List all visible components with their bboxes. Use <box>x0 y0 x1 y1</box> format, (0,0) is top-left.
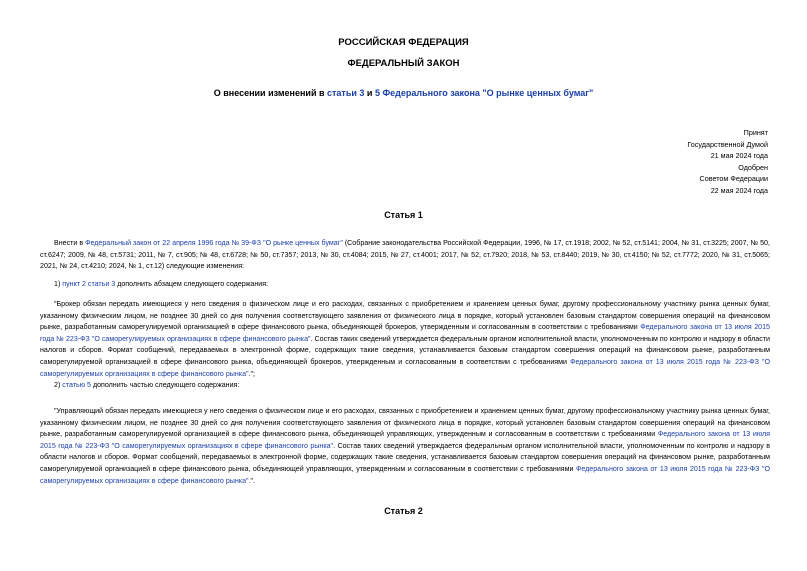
acceptance-date: 21 мая 2024 года <box>710 151 768 161</box>
quote-2 <box>40 406 770 487</box>
title-link-article-3[interactable]: статьи 3 <box>327 88 365 98</box>
article-2-heading: Статья 2 <box>384 506 423 516</box>
law-title <box>0 88 807 98</box>
acceptance-block <box>687 127 768 197</box>
approval-date: 22 мая 2024 года <box>710 185 768 195</box>
title-link-article-5[interactable]: 5 Федерального закона "О рынке ценных бумаг" <box>374 88 594 98</box>
item-2-number: 2) <box>54 381 63 389</box>
approval-line: Советом Федерации <box>699 174 768 184</box>
item-1-link[interactable]: пункт 2 статьи 3 <box>62 280 116 288</box>
quote-2-law-link-2[interactable]: Федерального закона от 13 июля 2015 года № 223-ФЗ "О саморегулируемых организациях в сфере финансового рынка" <box>40 464 770 485</box>
quote-1-text: "Брокер обязан передать имеющиеся у него сведения о физическом лице и его расходах, связанных с приобретением и хранением ценных бумаг, другому профессиональному участнику рынка ценных бумаг, указанному физическим лицом, не позднее 30 дней со дня получения соответствующего заявления от физического лица в порядке, который установлен базовым стандартом совершения операций на финансовом рынке, разработанным саморегулируемой организацией в сфере финансового рынка, объединяющей брокеров, утвержденным и согласованным в соответствии с требованиями <box>40 300 770 332</box>
quote-1-law-link-2[interactable]: Федерального закона от 13 июля 2015 года № 223-ФЗ "О саморегулируемых организациях в сфере финансового рынка" <box>40 357 770 378</box>
acceptance-line: Государственной Думой <box>687 139 768 149</box>
quote-2-mid: . Состав таких сведений утверждается федеральным органом исполнительной власти, уполномоченным по контролю и надзору в области налогов и сборов. Формат сообщений, передаваемых в электронной форме, содержащих такие сведения, устанавливается базовым стандартом совершения операций на финансовом рынке, разработанным саморегулируемой организацией в сфере финансового рынка, объединяющей управляющих, утвержденным и согласованным в соответствии с требованиями <box>40 441 771 473</box>
quote-2-text: "Управляющий обязан передать имеющиеся у него сведения о физическом лице и его расходах, связанных с приобретением и хранением ценных бумаг, другому профессиональному участнику рынка ценных бумаг, указанному физическим лицом, не позднее 30 дней со дня получения соответствующего заявления от физического лица в порядке, который установлен базовым стандартом совершения операций на финансовом рынке, разработанным саморегулируемой организацией в сфере финансового рынка, объединяющей управляющих, утвержденным и согласованным в соответствии с требованиями <box>40 407 770 439</box>
quote-1 <box>40 299 770 380</box>
item-2-link[interactable]: статью 5 <box>62 381 91 389</box>
doc-type-heading: ФЕДЕРАЛЬНЫЙ ЗАКОН <box>347 58 460 69</box>
quote-1-end: ."; <box>248 369 255 378</box>
item-2-text: дополнить частью следующего содержания: <box>90 381 240 389</box>
intro-text: (Собрание законодательства Российской Федерации, 1996, № 17, ст.1918; 2002, № 52, ст.5141; 2004, № 31, ст.3225; 2007, № 50, ст.6247; 2009, № 48, ст.5731; 2011, № 7, ст.905; № 48, ст.6728; № 50, ст.7357; 2013, № 30, ст.4084; 2015, № 27, ст.4001; 2017, № 52, ст.7920; 2018, № 53, ст.8440; 2019, № 30, ст.4150; № 52, ст.7772; 2020, № 31, ст.5065; 2021, № 24, ст.4210; 2024, № 1, ст.12) следующие изменения: <box>40 239 770 271</box>
item-1-text: дополнить абзацем следующего содержания: <box>115 280 269 288</box>
quote-2-end: .". <box>248 476 255 485</box>
approval-line: Одобрен <box>738 162 768 172</box>
intro-prefix: Внести в <box>54 239 86 247</box>
item-1 <box>40 279 770 291</box>
federal-law-link[interactable]: Федеральный закон от 22 апреля 1996 года № 39-ФЗ "О рынке ценных бумаг" <box>85 239 343 247</box>
title-mid: и <box>364 88 375 98</box>
acceptance-line: Принят <box>743 128 768 137</box>
quote-1-mid: . Состав таких сведений утверждается федеральным органом исполнительной власти, уполномоченным по контролю и надзору в области налогов и сборов. Формат сообщений, передаваемых в электронной форме, содержащих такие сведения, устанавливается базовым стандартом совершения операций на финансовом рынке, разработанным саморегулируемой организацией в сфере финансового рынка, объединяющей брокеров, утвержденным и согласованным в соответствии с требованиями <box>40 334 770 366</box>
item-1-number: 1) <box>54 280 63 288</box>
article-1-intro <box>40 238 770 273</box>
country-heading: РОССИЙСКАЯ ФЕДЕРАЦИЯ <box>338 37 469 48</box>
item-2 <box>40 380 770 392</box>
article-1-heading: Статья 1 <box>384 210 423 220</box>
title-prefix: О внесении изменений в <box>213 88 328 98</box>
quote-1-law-link-1[interactable]: Федерального закона от 13 июля 2015 года № 223-ФЗ "О саморегулируемых организациях в сфере финансового рынка" <box>40 323 770 343</box>
quote-2-law-link-1[interactable]: Федерального закона от 13 июля 2015 года № 223-ФЗ "О саморегулируемых организациях в сфере финансового рынка" <box>40 430 770 450</box>
